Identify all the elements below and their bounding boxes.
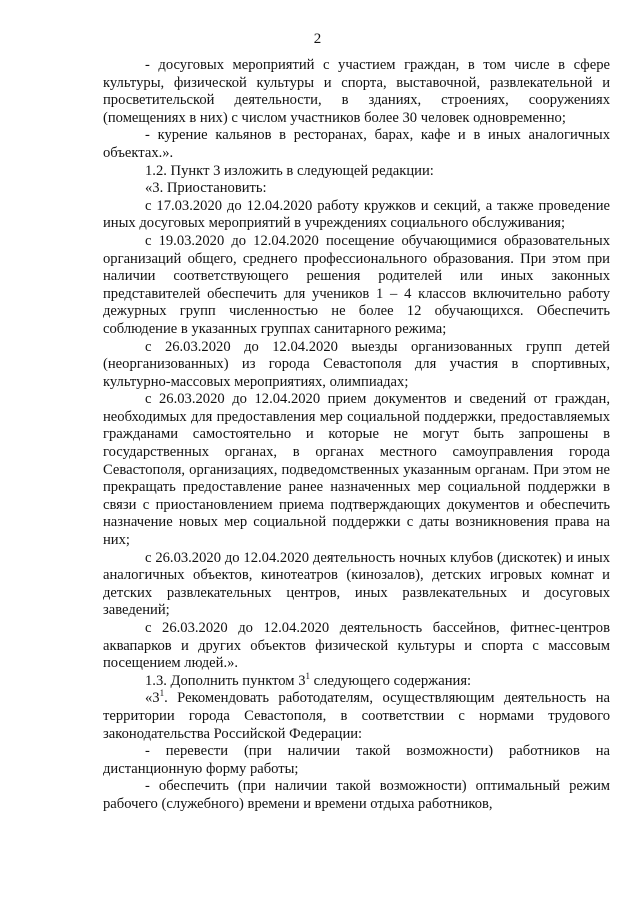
item-1-3-text: 1.3. Дополнить пунктом 3 bbox=[145, 672, 306, 689]
paragraph-children-trips: с 26.03.2020 до 12.04.2020 выезды организованных групп детей (неорганизованных) из города Севастополя для участия в спортивных, культурно-массовых мероприятиях, олимпиадах; bbox=[103, 338, 610, 390]
item-1-3-superscript: 1 bbox=[305, 670, 310, 681]
paragraph-remote-work: - перевести (при наличии такой возможности) работников на дистанционную форму работы; bbox=[103, 743, 610, 777]
paragraph-clubs-sections: с 17.03.2020 до 12.04.2020 работу кружков и секций, а также проведение иных досуговых мероприятий в учреждениях социального обслуживания; bbox=[103, 197, 610, 232]
item-3-1-text: «3 bbox=[145, 690, 160, 707]
paragraph-night-clubs: с 26.03.2020 до 12.04.2020 деятельность ночных клубов (дискотек) и иных аналогичных объектов, кинотеатров (кинозалов), детских игровых комнат и детских развлекательных центров, иных развлекательных и досуговых заведений; bbox=[103, 549, 610, 619]
paragraph-leisure-events: - досуговых мероприятий с участием граждан, в том числе в сфере культуры, физической культуры и спорта, выставочной, развлекательной и просветительской деятельности, в зданиях, строениях, сооружениях (помещениях в них) с числом участников более 30 человек одновременно; bbox=[103, 57, 610, 126]
paragraph-schools: с 19.03.2020 до 12.04.2020 посещение обучающимися образовательных организаций общего, среднего профессионального образования. При этом при наличии соответствующего решения родителей или иных законных представителей обеспечить для учеников 1 – 4 классов включительно работу дежурных групп численностью не более 12 обучающихся. Обеспечить соблюдение в указанных группах санитарного режима; bbox=[103, 232, 610, 337]
paragraph-item-3-1 bbox=[103, 690, 610, 743]
paragraph-item-1-2: 1.2. Пункт 3 изложить в следующей редакции: bbox=[145, 162, 434, 179]
document-body bbox=[103, 57, 610, 814]
paragraph-hookah: - курение кальянов в ресторанах, барах, кафе и в иных аналогичных объектах.». bbox=[103, 127, 610, 161]
paragraph-work-schedule: - обеспечить (при наличии такой возможности) оптимальный режим рабочего (служебного) времени и времени отдыха работников, bbox=[103, 778, 610, 812]
paragraph-item-1-3 bbox=[103, 670, 610, 691]
item-3-1-superscript: 1 bbox=[159, 688, 165, 699]
item-3-1-text-end: . Рекомендовать работодателям, осуществляющим деятельность на территории города Севастополя, в соответствии с нормами трудового законодательства Российской Федерации: bbox=[103, 690, 610, 742]
item-1-3-text-end: следующего содержания: bbox=[310, 672, 472, 689]
paragraph-suspend-heading: «3. Приостановить: bbox=[145, 180, 267, 197]
paragraph-pools-fitness: с 26.03.2020 до 12.04.2020 деятельность бассейнов, фитнес-центров аквапарков и других объектов физической культуры и спорта с массовым посещением людей.». bbox=[103, 620, 610, 672]
page-number: 2 bbox=[313, 31, 322, 47]
paragraph-documents-reception: с 26.03.2020 до 12.04.2020 прием документов и сведений от граждан, необходимых для предоставления мер социальной поддержки, предоставляемых гражданами самостоятельно и которые не могут быть запрошены в государственных органах, в органах местного самоуправления города Севастополя, организациях, подведомственных указанным органам. При этом не прекращать предоставление ранее назначенных мер социальной поддержки в связи с приостановлением приема подтверждающих документов и обеспечить назначение новых мер социальной поддержки с даты возникновения права на них; bbox=[103, 391, 610, 549]
